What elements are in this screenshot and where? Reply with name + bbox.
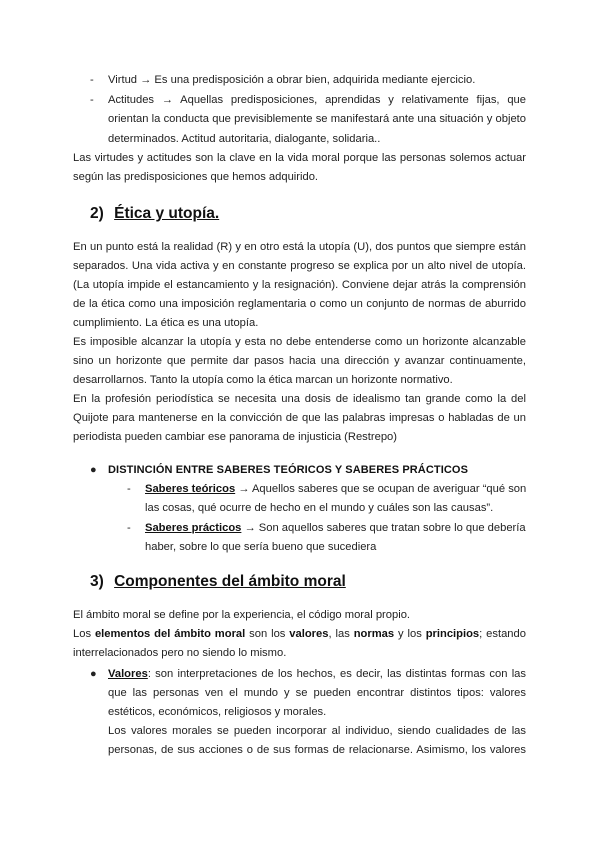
valores-line: estéticos, económicos, religiosos y morales. bbox=[108, 706, 327, 718]
actitudes-definition-line: determinados. Actitud autoritaria, dialogante, solidaria.. bbox=[108, 133, 381, 145]
valores-line: que las personas ven el mundo y se pueden encontrar distintos tipos: valores bbox=[108, 687, 526, 699]
section-3-title: Componentes del ámbito moral bbox=[114, 573, 346, 590]
elements-sentence-line: interrelacionados pero no siendo lo mismo. bbox=[73, 647, 287, 659]
section-3-heading bbox=[90, 572, 346, 592]
saberes-teoricos-line bbox=[145, 482, 526, 497]
utopia-paragraph-line: Es imposible alcanzar la utopía y esta no debe entenderse como un horizonte alcanzable bbox=[73, 336, 526, 348]
text-span: , las bbox=[328, 628, 354, 640]
utopia-paragraph-line: sino un horizonte que permite dar pasos hacia una dirección y avanzar continuamente, bbox=[73, 355, 526, 367]
etica-paragraph-line: de la ética como una imposición reglamentaria o como un conjunto de normas de aburrido bbox=[73, 298, 526, 310]
intro-paragraph-line: según las predisposiciones que hemos adquirido. bbox=[73, 171, 319, 183]
list-dash: - bbox=[127, 483, 131, 495]
section-2-number: 2) bbox=[90, 205, 104, 222]
valores-term: Valores bbox=[108, 668, 148, 680]
etica-paragraph-line: separados. Una vida activa y en constante progreso se explica por un alto nivel de utopía. bbox=[73, 260, 526, 272]
list-dash: - bbox=[127, 522, 131, 534]
bullet-icon: ● bbox=[90, 464, 97, 476]
saberes-practicos-term: Saberes prácticos bbox=[145, 522, 242, 534]
bold-span: normas bbox=[353, 628, 395, 640]
elements-sentence-line bbox=[73, 627, 526, 642]
section-3-intro: El ámbito moral se define por la experiencia, el código moral propio. bbox=[73, 609, 411, 621]
section-2-heading bbox=[90, 204, 219, 224]
etica-paragraph-line: (La utopía impide el estancamiento y la resignación). Conviene dejar atrás la comprensión bbox=[73, 279, 526, 291]
etica-paragraph-line: cumplimiento. La ética es una utopía. bbox=[73, 317, 259, 329]
bullet-icon: ● bbox=[90, 668, 97, 680]
saberes-teoricos-term: Saberes teóricos bbox=[145, 483, 236, 495]
virtud-definition: Virtud → Es una predisposición a obrar bien, adquirida mediante ejercicio. bbox=[108, 74, 476, 86]
distinction-heading: DISTINCIÓN ENTRE SABERES TEÓRICOS Y SABERES PRÁCTICOS bbox=[108, 464, 469, 476]
intro-paragraph-line: Las virtudes y actitudes son la clave en la vida moral porque las personas solemos actuar bbox=[73, 152, 526, 164]
bold-span: elementos del ámbito moral bbox=[94, 628, 246, 640]
actitudes-definition-line: Actitudes → Aquellas predisposiciones, aprendidas y relativamente fijas, que bbox=[108, 94, 526, 106]
valores-line bbox=[108, 667, 526, 682]
bold-span: valores bbox=[289, 628, 329, 640]
valores-morales-line: Los valores morales se pueden incorporar al individuo, siendo cualidades de las bbox=[108, 725, 526, 737]
text-span: Los bbox=[73, 628, 95, 640]
valores-morales-line: personas, de sus acciones o de sus formas de relacionarse. Asimismo, los valores bbox=[108, 744, 526, 756]
bold-span: principios bbox=[425, 628, 480, 640]
list-dash: - bbox=[90, 94, 94, 106]
text-span: son los bbox=[245, 628, 290, 640]
section-3-number: 3) bbox=[90, 573, 104, 590]
actitudes-definition-line: orientan la conducta que previsiblemente se manifestará ante una situación y objeto bbox=[108, 113, 526, 125]
valores-text: : son interpretaciones de los hechos, es decir, las distintas formas con las bbox=[147, 668, 526, 680]
utopia-paragraph-line: desarrollarnos. Tanto la utopía como la ética marcan un horizonte normativo. bbox=[73, 374, 453, 386]
periodismo-paragraph-line: Quijote para mantenerse en la convicción de que las palabras impresas o habladas de un bbox=[73, 412, 526, 424]
text-span: y los bbox=[394, 628, 426, 640]
saberes-teoricos-line: las cosas, qué ocurre de hecho en el mundo y cuáles son las causas”. bbox=[145, 502, 494, 514]
saberes-practicos-line: haber, sobre lo que sería bueno que sucediera bbox=[145, 541, 377, 553]
saberes-practicos-text: → Son aquellos saberes que tratan sobre lo que debería bbox=[241, 522, 526, 534]
etica-paragraph-line: En un punto está la realidad (R) y en otro está la utopía (U), dos puntos que siempre están bbox=[73, 241, 526, 253]
saberes-practicos-line bbox=[145, 521, 526, 536]
saberes-teoricos-text: → Aquellos saberes que se ocupan de averiguar “qué son bbox=[235, 483, 527, 495]
list-dash: - bbox=[90, 74, 94, 86]
periodismo-paragraph-line: En la profesión periodística se necesita una dosis de idealismo tan grande como la del bbox=[73, 393, 526, 405]
section-2-title: Ética y utopía. bbox=[114, 205, 220, 222]
periodismo-paragraph-line: periodista pueden cambiar ese panorama de injusticia (Restrepo) bbox=[73, 431, 397, 443]
text-span: ; estando bbox=[479, 628, 526, 640]
